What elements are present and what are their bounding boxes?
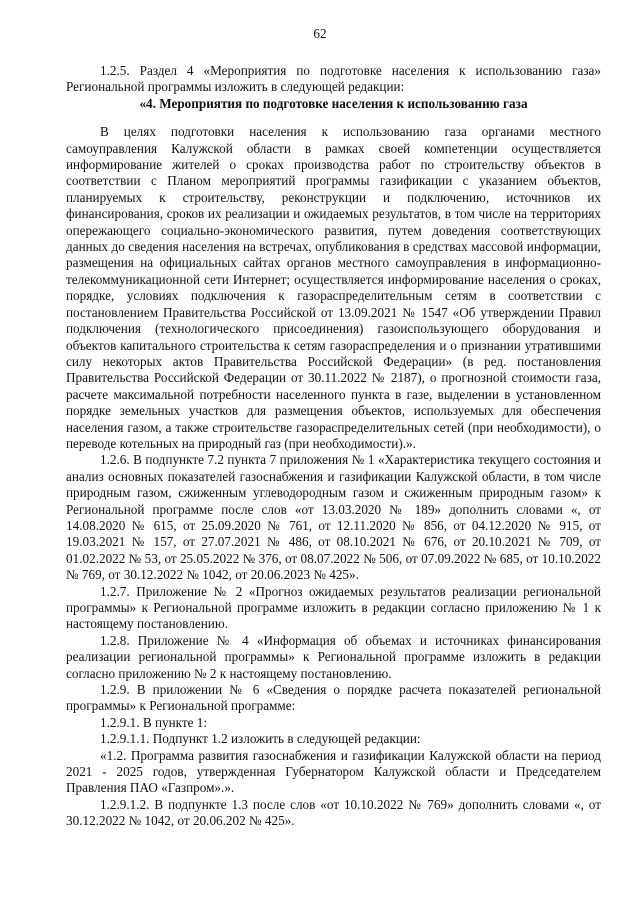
paragraph-1-2-5: 1.2.5. Раздел 4 «Мероприятия по подготовке населения к использованию газа» Региональной программы изложить в следующей редакции: bbox=[66, 63, 601, 95]
page-number: 62 bbox=[313, 26, 327, 41]
paragraph-section-4-text: В целях подготовки населения к использованию газа органами местного самоуправления Калужской области в рамках своей компетенции осуществляется информирование жителей о сроках производства работ по строительству объектов в соответствии с Планом мероприятий программы газификации с указанием объектов, планируемых к строительству, реконструкции и подключению, источников их финансирования, сроков их реализации и ожидаемых результатов, в том числе на территориях опережающего социально-экономического развития, путем доведения соответствующих данных до сведения населения на встречах, опубликования в средствах массовой информации, размещения на официальных сайтах органов местного самоуправления в информационно-телекоммуникационной сети Интернет; осуществляется информирование населения о сроках, порядке, условиях подключения к газораспределительным сетям в соответствии с постановлением Правительства Российской от 13.09.2021 № 1547 «Об утверждении Правил подключения (технологического присоединения) газоиспользующего оборудования и объектов капитального строительства к сетям газораспределения и о признании утратившими силу некоторых актов Правительства Российской Федерации» (в ред. постановления Правительства Российской Федерации от 30.11.2022 № 2187), о прогнозной стоимости газа, расчете максимальной потребности населенного пункта в газе, выделении в установленном порядке земельных участков для размещения объектов, используемых для обеспечения населения газом, а также строительстве газораспределительных сетей (при необходимости), о переводе котельных на природный газ (при необходимости).». bbox=[66, 124, 601, 451]
paragraph-1-2-8: 1.2.8. Приложение № 4 «Информация об объемах и источниках финансирования реализации региональной программы» к Региональной программе изложить в редакции согласно приложению № 2 к настоящему постановлению. bbox=[66, 632, 601, 681]
paragraph-1-2-9-1-1: 1.2.9.1.1. Подпункт 1.2 изложить в следующей редакции: bbox=[100, 731, 421, 747]
document-body bbox=[66, 63, 601, 830]
paragraph-1-2-9-1: 1.2.9.1. В пункте 1: bbox=[100, 714, 208, 730]
paragraph-1-2-6: 1.2.6. В подпункте 7.2 пункта 7 приложения № 1 «Характеристика текущего состояния и анализ основных показателей газоснабжения и газификации Калужской области, в том числе природным газом, сжиженным углеводородным газом и сжиженным природным газом» к Региональной программе после слов «от 13.03.2020 № 189» дополнить словами «, от 14.08.2020 № 615, от 25.09.2020 № 761, от 12.11.2020 № 856, от 04.12.2020 № 915, от 19.03.2021 № 157, от 27.07.2021 № 486, от 08.10.2021 № 676, от 20.10.2021 № 709, от 01.02.2022 № 53, от 25.05.2022 № 376, от 08.07.2022 № 506, от 07.09.2022 № 685, от 10.10.2022 № 769, от 30.12.2022 № 1042, от 20.06.2023 № 425». bbox=[66, 452, 601, 583]
paragraph-quote-1-2: «1.2. Программа развития газоснабжения и газификации Калужской области на период 2021 - 2025 годов, утвержденная Губернатором Калужской области и Председателем Правления ПАО «Газпром».». bbox=[66, 747, 601, 796]
section-heading: «4. Мероприятия по подготовке населения к использованию газа bbox=[139, 95, 528, 111]
paragraph-1-2-7: 1.2.7. Приложение № 2 «Прогноз ожидаемых результатов реализации региональной программы» к Региональной программе изложить в редакции согласно приложению № 1 к настоящему постановлению. bbox=[66, 583, 601, 632]
paragraph-1-2-9: 1.2.9. В приложении № 6 «Сведения о порядке расчета показателей региональной программы» к Региональной программе: bbox=[66, 682, 601, 714]
paragraph-1-2-9-1-2: 1.2.9.1.2. В подпункте 1.3 после слов «от 10.10.2022 № 769» дополнить словами «, от 30.12.2022 № 1042, от 20.06.202 № 425». bbox=[66, 796, 601, 829]
